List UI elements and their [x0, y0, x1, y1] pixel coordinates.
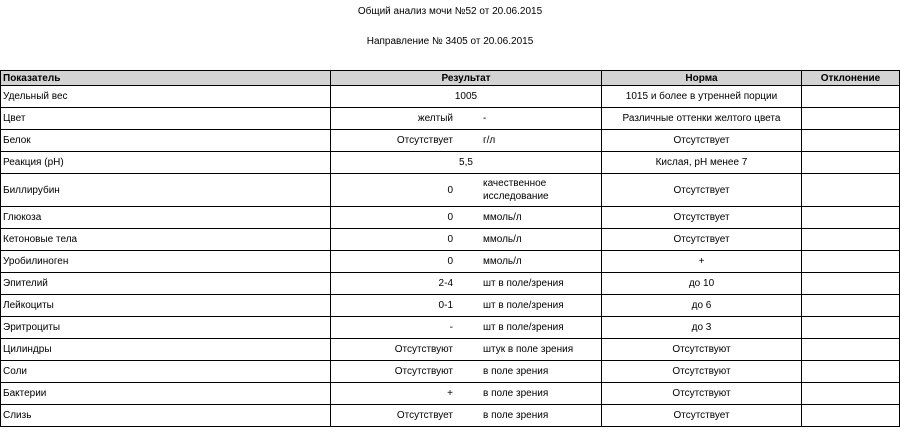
result-cell	[331, 108, 602, 130]
result-unit: г/л	[483, 135, 496, 146]
result-value: желтый	[417, 113, 453, 124]
table-row	[1, 207, 900, 229]
referral-line: Направление № 3405 от 20.06.2015	[366, 36, 534, 47]
deviation-value	[802, 152, 900, 174]
deviation-value	[802, 383, 900, 405]
result-value: 0	[447, 256, 453, 267]
table-row	[1, 174, 900, 207]
deviation-value	[802, 251, 900, 273]
table-header-row	[1, 71, 900, 86]
norm-value: Отсутствует	[602, 405, 802, 427]
result-unit: ммоль/л	[483, 234, 522, 245]
result-cell	[331, 152, 602, 174]
deviation-value	[802, 317, 900, 339]
result-unit: ммоль/л	[483, 212, 522, 223]
indicator-name: Бактерии	[1, 383, 331, 405]
result-unit: шт в поле/зрения	[483, 278, 564, 289]
indicator-name: Цвет	[1, 108, 331, 130]
result-unit: качественное исследование	[483, 178, 549, 202]
result-value: 0-1	[438, 300, 453, 311]
norm-value: до 6	[602, 295, 802, 317]
result-value: Отсутствует	[396, 410, 453, 421]
result-value: 0	[447, 212, 453, 223]
result-value: -	[449, 322, 453, 333]
deviation-value	[802, 405, 900, 427]
indicator-name: Кетоновые тела	[1, 229, 331, 251]
result-unit: -	[483, 113, 487, 124]
result-value: 2-4	[438, 278, 453, 289]
result-cell	[331, 273, 602, 295]
result-cell	[331, 405, 602, 427]
deviation-value	[802, 174, 900, 207]
deviation-value	[802, 229, 900, 251]
result-cell	[331, 130, 602, 152]
results-table	[0, 70, 900, 427]
deviation-value	[802, 361, 900, 383]
result-value: +	[447, 388, 453, 399]
indicator-name: Глюкоза	[1, 207, 331, 229]
column-header-deviation: Отклонение	[802, 71, 900, 86]
table-row	[1, 251, 900, 273]
result-value: 0	[447, 234, 453, 245]
deviation-value	[802, 295, 900, 317]
norm-value: Отсутствуют	[602, 361, 802, 383]
result-unit: шт в поле/зрения	[483, 300, 564, 311]
norm-value: Отсутствуют	[602, 339, 802, 361]
deviation-value	[802, 86, 900, 108]
indicator-name: Соли	[1, 361, 331, 383]
indicator-name: Слизь	[1, 405, 331, 427]
result-unit: в поле зрения	[483, 388, 549, 399]
table-row	[1, 229, 900, 251]
table-row	[1, 108, 900, 130]
result-cell	[331, 174, 602, 207]
column-header-norm: Норма	[602, 71, 802, 86]
table-row	[1, 273, 900, 295]
table-row	[1, 317, 900, 339]
column-header-indicator: Показатель	[1, 71, 331, 86]
result-cell	[331, 361, 602, 383]
indicator-name: Реакция (pH)	[1, 152, 331, 174]
column-header-result: Результат	[331, 71, 602, 86]
result-cell	[331, 207, 602, 229]
norm-value: Отсутствует	[602, 130, 802, 152]
indicator-name: Биллирубин	[1, 174, 331, 207]
table-row	[1, 361, 900, 383]
indicator-name: Уробилиноген	[1, 251, 331, 273]
norm-value: Отсутствуют	[602, 383, 802, 405]
table-row	[1, 152, 900, 174]
norm-value: Отсутствует	[602, 174, 802, 207]
table-body	[1, 86, 900, 427]
deviation-value	[802, 207, 900, 229]
result-value: 5,5	[459, 157, 473, 168]
result-cell	[331, 295, 602, 317]
indicator-name: Лейкоциты	[1, 295, 331, 317]
result-unit: в поле зрения	[483, 366, 549, 377]
table-row	[1, 383, 900, 405]
result-cell	[331, 317, 602, 339]
deviation-value	[802, 108, 900, 130]
result-cell	[331, 339, 602, 361]
result-unit: шт в поле/зрения	[483, 322, 564, 333]
indicator-name: Удельный вес	[1, 86, 331, 108]
result-cell	[331, 86, 602, 108]
norm-value: до 10	[602, 273, 802, 295]
table-row	[1, 405, 900, 427]
table-row	[1, 295, 900, 317]
deviation-value	[802, 130, 900, 152]
result-value: 1005	[454, 91, 478, 102]
norm-value: Кислая, pH менее 7	[602, 152, 802, 174]
table-row	[1, 130, 900, 152]
table-row	[1, 339, 900, 361]
norm-value: до 3	[602, 317, 802, 339]
result-unit: штук в поле зрения	[483, 344, 574, 355]
result-unit: в поле зрения	[483, 410, 549, 421]
indicator-name: Цилиндры	[1, 339, 331, 361]
indicator-name: Эритроциты	[1, 317, 331, 339]
result-unit: ммоль/л	[483, 256, 522, 267]
report-title: Общий анализ мочи №52 от 20.06.2015	[357, 6, 543, 17]
deviation-value	[802, 339, 900, 361]
norm-value: Различные оттенки желтого цвета	[602, 108, 802, 130]
norm-value: 1015 и более в утренней порции	[602, 86, 802, 108]
result-value: Отсутствуют	[394, 344, 453, 355]
result-value: 0	[447, 184, 453, 196]
result-value: Отсутствуют	[394, 366, 453, 377]
result-cell	[331, 383, 602, 405]
indicator-name: Эпителий	[1, 273, 331, 295]
result-value: Отсутствует	[396, 135, 453, 146]
indicator-name: Белок	[1, 130, 331, 152]
deviation-value	[802, 273, 900, 295]
norm-value: +	[602, 251, 802, 273]
norm-value: Отсутствует	[602, 207, 802, 229]
norm-value: Отсутствует	[602, 229, 802, 251]
table-row	[1, 86, 900, 108]
result-cell	[331, 251, 602, 273]
result-cell	[331, 229, 602, 251]
